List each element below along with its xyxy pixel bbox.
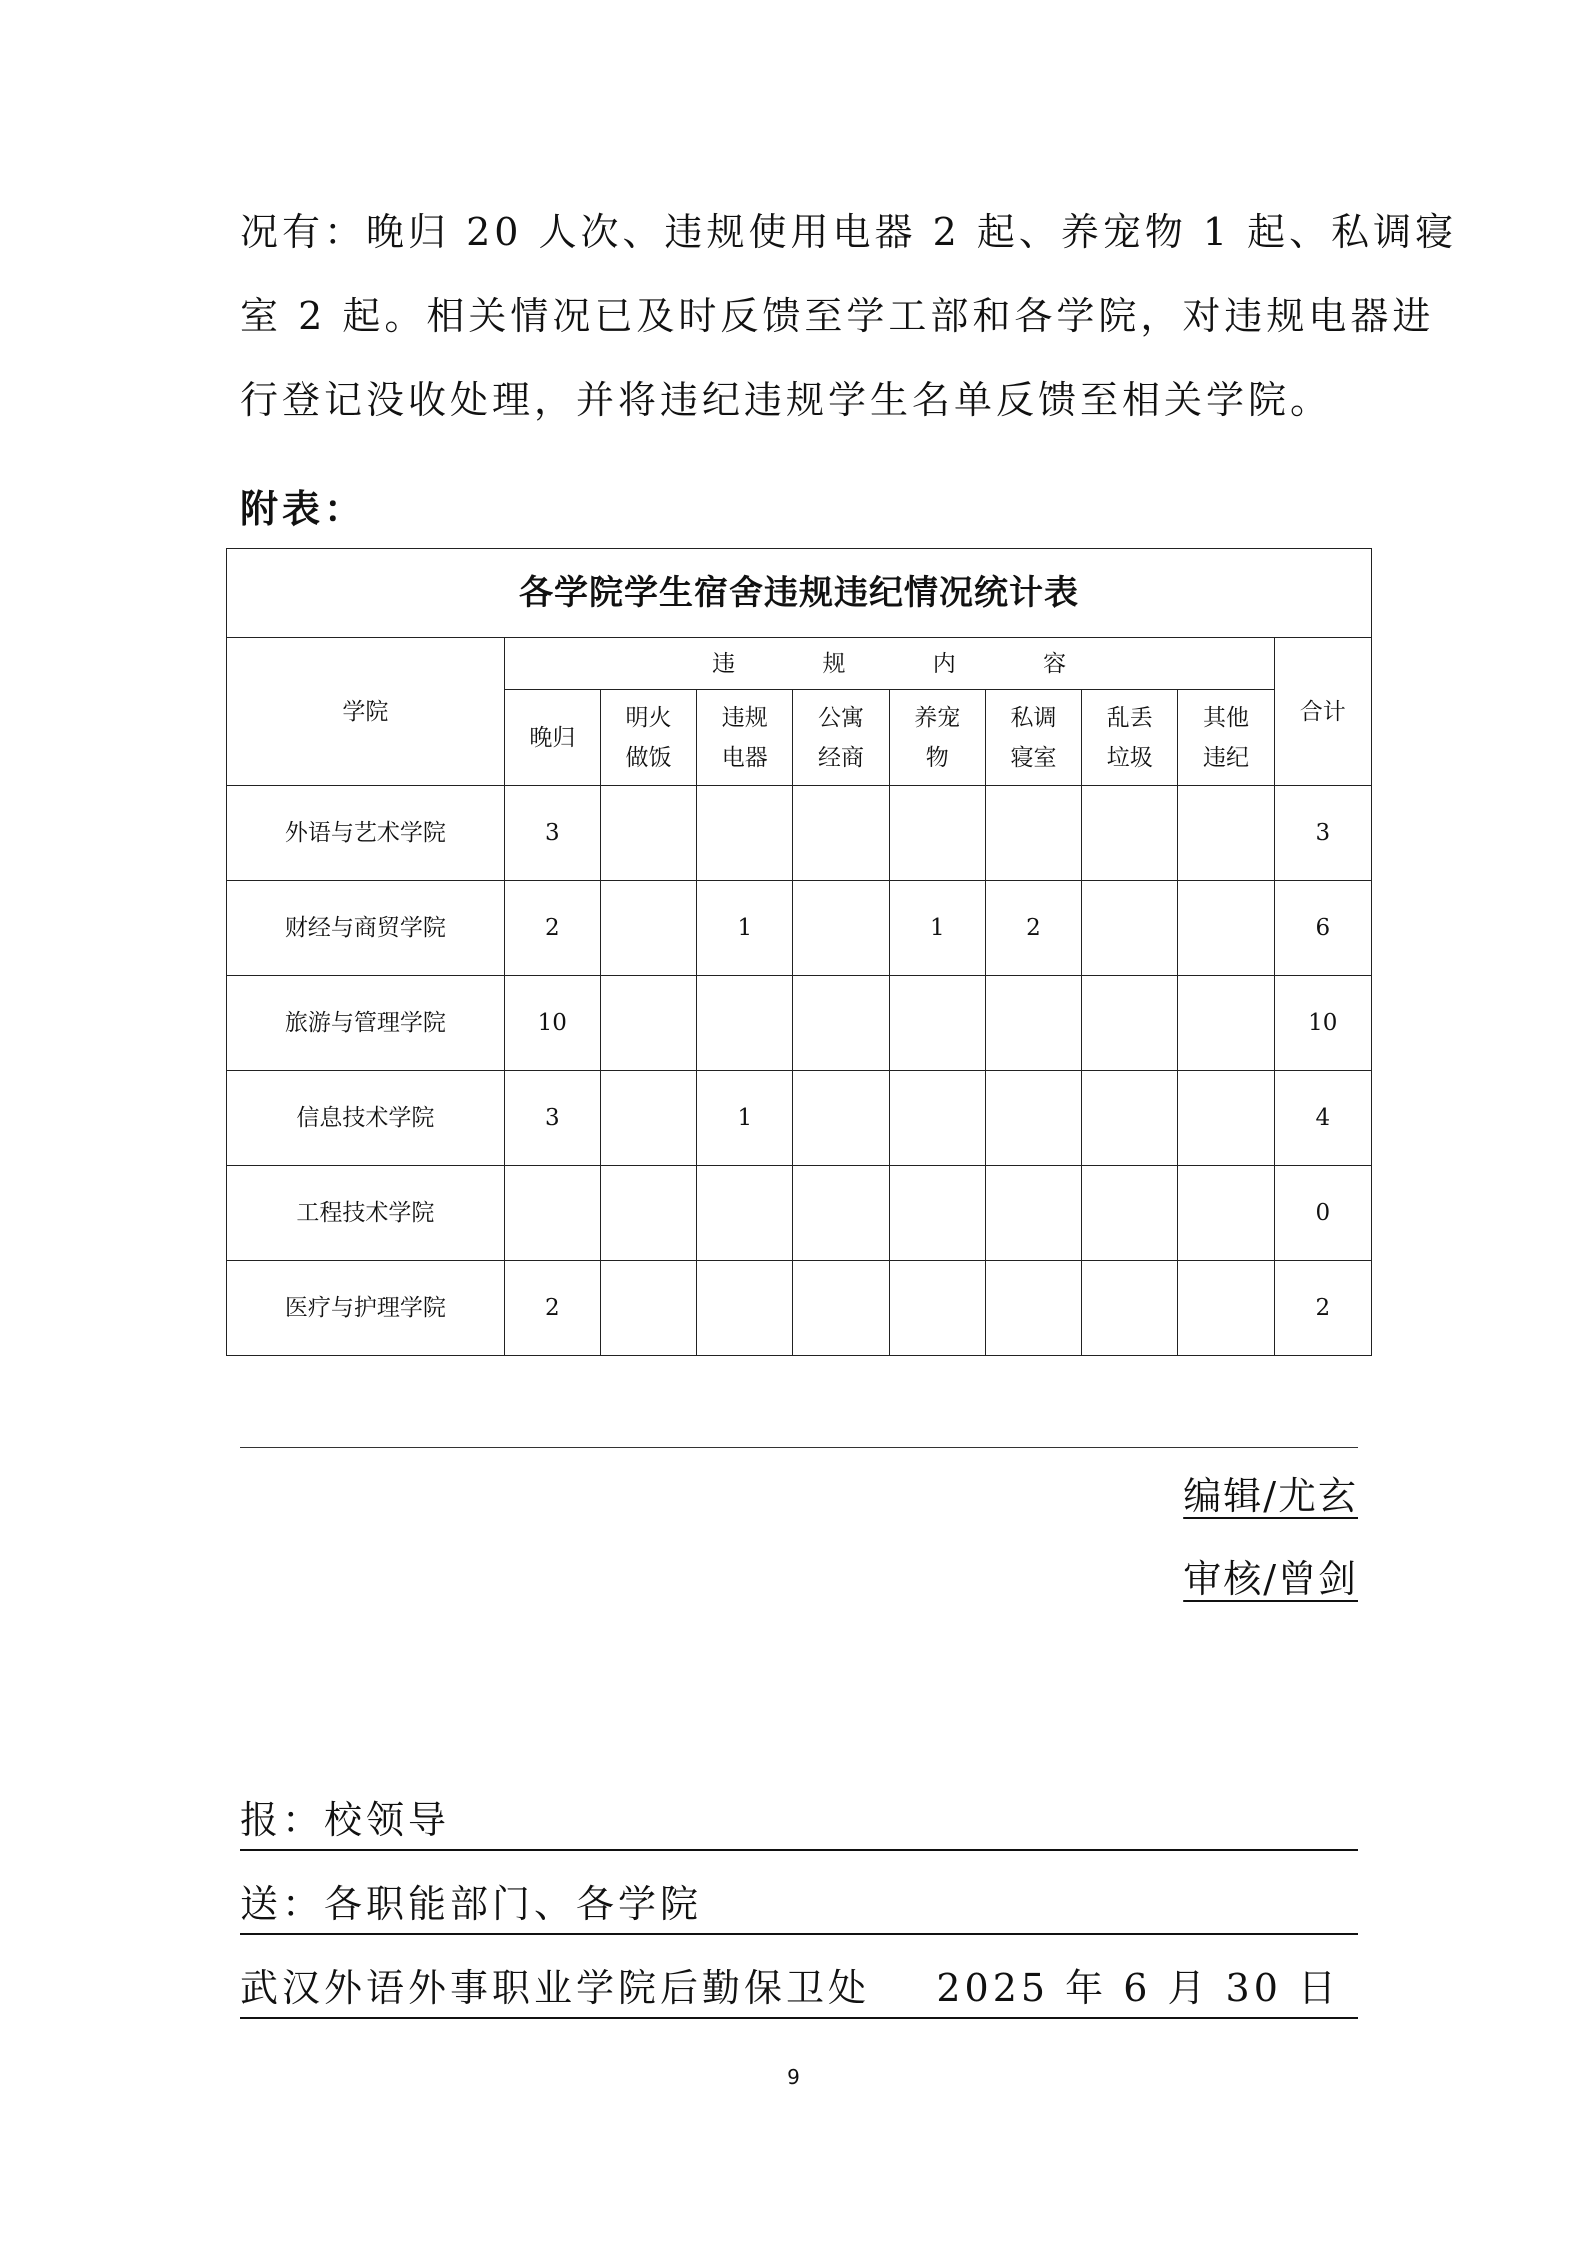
issuer-line — [240, 1963, 1358, 2019]
send-to-text: 送：各职能部门、各学院 — [240, 1882, 703, 1926]
count-cell — [1178, 1261, 1274, 1356]
college-cell: 工程技术学院 — [227, 1166, 505, 1261]
count-cell — [697, 1261, 793, 1356]
subheader-line: 养宠 — [914, 704, 961, 731]
subheader-line: 私调 — [1010, 704, 1057, 731]
subheader-line: 电器 — [721, 744, 768, 771]
body-paragraph — [240, 190, 1458, 442]
send-to-line — [240, 1879, 1358, 1935]
count-cell — [600, 976, 696, 1071]
table-row — [227, 1261, 1372, 1356]
count-cell — [889, 1166, 985, 1261]
reviewer-signoff: 审核/曾剑 — [1183, 1557, 1358, 1601]
subheader-line: 违规 — [721, 704, 768, 731]
issuer-text: 武汉外语外事职业学院后勤保卫处 — [240, 1966, 871, 2010]
appendix-label: 附表： — [240, 486, 367, 531]
count-cell — [1178, 1166, 1274, 1261]
total-cell: 4 — [1274, 1071, 1371, 1166]
count-cell: 2 — [504, 1261, 600, 1356]
count-cell — [889, 976, 985, 1071]
count-cell — [1178, 786, 1274, 881]
count-cell — [1178, 881, 1274, 976]
total-cell: 6 — [1274, 881, 1371, 976]
count-cell — [1082, 1166, 1178, 1261]
count-cell — [985, 786, 1081, 881]
count-cell — [889, 1071, 985, 1166]
count-cell — [600, 1261, 696, 1356]
count-cell — [1178, 1071, 1274, 1166]
total-cell: 10 — [1274, 976, 1371, 1071]
college-cell: 财经与商贸学院 — [227, 881, 505, 976]
body-line: 况有：晚归 20 人次、违规使用电器 2 起、养宠物 1 起、私调寝 — [240, 210, 1458, 254]
page-number: 9 — [787, 2065, 800, 2089]
table-title: 各学院学生宿舍违规违纪情况统计表 — [227, 549, 1372, 638]
count-cell — [1178, 976, 1274, 1071]
count-cell — [1082, 976, 1178, 1071]
subheader-line: 经商 — [818, 744, 865, 771]
count-cell — [600, 1166, 696, 1261]
count-cell: 3 — [504, 1071, 600, 1166]
body-line: 室 2 起。相关情况已及时反馈至学工部和各学院，对违规电器进 — [240, 294, 1435, 338]
college-cell: 信息技术学院 — [227, 1071, 505, 1166]
count-cell — [793, 1071, 889, 1166]
count-cell — [1082, 881, 1178, 976]
subheader-cell — [600, 690, 696, 786]
table-row — [227, 881, 1372, 976]
subheader-cell — [985, 690, 1081, 786]
count-cell — [985, 976, 1081, 1071]
count-cell: 2 — [504, 881, 600, 976]
violation-stats-table — [226, 548, 1372, 1356]
subheader-line: 违纪 — [1202, 744, 1249, 771]
header-college: 学院 — [227, 638, 505, 786]
count-cell — [793, 1166, 889, 1261]
table-row — [227, 1166, 1372, 1261]
count-cell: 10 — [504, 976, 600, 1071]
count-cell — [697, 976, 793, 1071]
count-cell — [889, 786, 985, 881]
total-cell: 2 — [1274, 1261, 1371, 1356]
count-cell: 1 — [697, 881, 793, 976]
count-cell — [985, 1261, 1081, 1356]
count-cell — [504, 1166, 600, 1261]
subheader-cell — [1082, 690, 1178, 786]
count-cell — [600, 1071, 696, 1166]
report-to-text: 报：校领导 — [240, 1798, 451, 1842]
count-cell — [600, 881, 696, 976]
total-cell: 3 — [1274, 786, 1371, 881]
count-cell: 2 — [985, 881, 1081, 976]
count-cell — [1082, 1071, 1178, 1166]
count-cell — [1082, 786, 1178, 881]
college-cell: 旅游与管理学院 — [227, 976, 505, 1071]
subheader-line: 乱丢 — [1106, 704, 1153, 731]
subheader-line: 公寓 — [818, 704, 865, 731]
subheader-cell — [504, 690, 600, 786]
count-cell — [793, 1261, 889, 1356]
count-cell — [697, 786, 793, 881]
subheader-line: 垃圾 — [1106, 744, 1153, 771]
count-cell — [985, 1166, 1081, 1261]
college-cell: 医疗与护理学院 — [227, 1261, 505, 1356]
table-row — [227, 786, 1372, 881]
editor-signoff: 编辑/尤玄 — [1183, 1474, 1358, 1518]
count-cell — [985, 1071, 1081, 1166]
subheader-line: 明火 — [625, 704, 672, 731]
count-cell — [793, 976, 889, 1071]
count-cell — [793, 786, 889, 881]
header-total: 合计 — [1274, 638, 1371, 786]
table-row — [227, 1071, 1372, 1166]
subheader-cell — [793, 690, 889, 786]
count-cell — [889, 1261, 985, 1356]
subheader-line: 寝室 — [1010, 744, 1057, 771]
body-line: 行登记没收处理，并将违纪违规学生名单反馈至相关学院。 — [240, 378, 1333, 422]
issue-date: 2025 年 6 月 30 日 — [936, 1966, 1340, 2010]
subheader-line: 晚归 — [529, 724, 576, 751]
subheader-line: 做饭 — [625, 744, 672, 771]
subheader-cell — [889, 690, 985, 786]
count-cell: 1 — [697, 1071, 793, 1166]
subheader-line: 其他 — [1202, 704, 1249, 731]
count-cell: 3 — [504, 786, 600, 881]
count-cell — [793, 881, 889, 976]
subheader-cell — [697, 690, 793, 786]
subheader-cell — [1178, 690, 1274, 786]
count-cell — [600, 786, 696, 881]
count-cell — [1082, 1261, 1178, 1356]
subheader-line: 物 — [925, 744, 949, 771]
college-cell: 外语与艺术学院 — [227, 786, 505, 881]
report-to-line — [240, 1795, 1358, 1851]
total-cell: 0 — [1274, 1166, 1371, 1261]
header-violation-group: 违 规 内 容 — [504, 638, 1274, 690]
table-row — [227, 976, 1372, 1071]
count-cell: 1 — [889, 881, 985, 976]
divider-line — [240, 1447, 1358, 1448]
count-cell — [697, 1166, 793, 1261]
